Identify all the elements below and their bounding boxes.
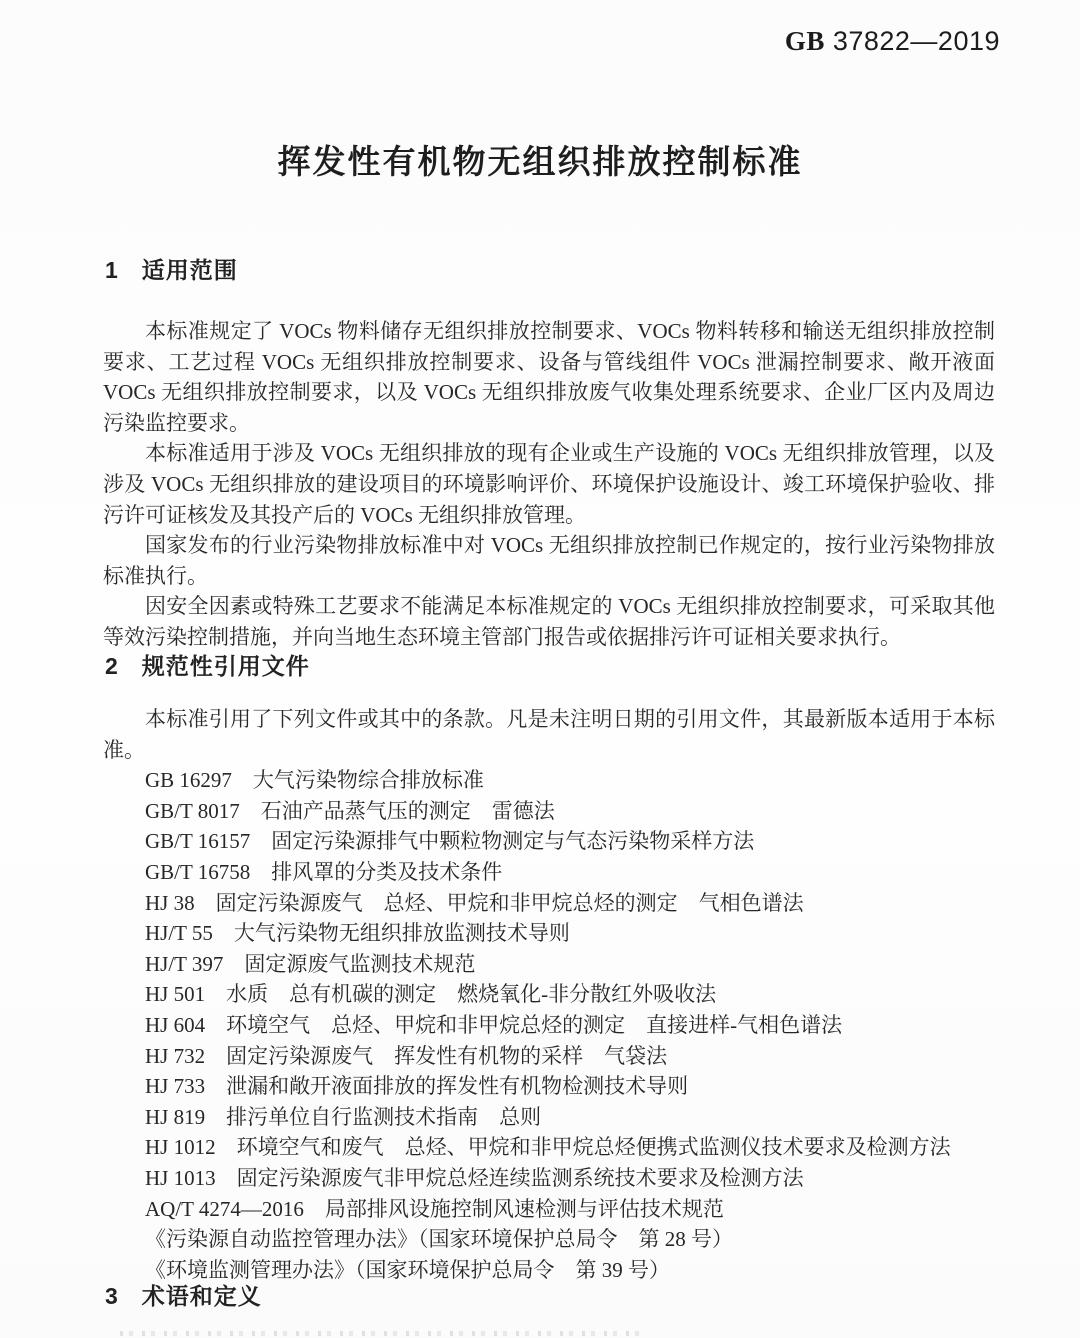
- section-2-body: [103, 704, 995, 1285]
- reference-item: GB 16297 大气污染物综合排放标准: [145, 768, 484, 793]
- reference-item: HJ 38 固定污染源废气 总烃、甲烷和非甲烷总烃的测定 气相色谱法: [145, 890, 804, 915]
- reference-item: HJ 733 泄漏和敞开液面排放的挥发性有机物检测技术导则: [145, 1074, 689, 1099]
- section-2-heading: [105, 648, 310, 681]
- standard-code: [785, 26, 1000, 57]
- reference-item: GB/T 8017 石油产品蒸气压的测定 雷德法: [145, 798, 555, 823]
- section-3-heading: [105, 1278, 262, 1311]
- section-1-heading: [105, 252, 238, 285]
- reference-item: HJ 501 水质 总有机碳的测定 燃烧氧化-非分散红外吸收法: [145, 982, 717, 1007]
- reference-item: HJ/T 55 大气污染物无组织排放监测技术导则: [145, 921, 570, 946]
- standard-code-prefix: GB: [784, 26, 825, 56]
- reference-item: HJ 819 排污单位自行监测技术指南 总则: [145, 1104, 542, 1129]
- section-3-number: 3: [105, 1283, 118, 1309]
- document-title: 挥发性有机物无组织排放控制标准: [277, 143, 803, 180]
- reference-item: 《污染源自动监控管理办法》（国家环境保护总局令 第 28 号）: [145, 1227, 733, 1252]
- standard-code-number: 37822—2019: [832, 26, 1000, 56]
- section-3-title: 术语和定义: [141, 1283, 262, 1309]
- reference-item: GB/T 16157 固定污染源排气中颗粒物测定与气态污染物采样方法: [145, 829, 755, 854]
- reference-item: HJ 732 固定污染源废气 挥发性有机物的采样 气袋法: [145, 1043, 668, 1068]
- section-2-title: 规范性引用文件: [141, 653, 310, 679]
- references-intro: 本标准引用了下列文件或其中的条款。凡是未注明日期的引用文件，其最新版本适用于本标准。: [103, 707, 995, 762]
- paragraph: 本标准适用于涉及 VOCs 无组织排放的现有企业或生产设施的 VOCs 无组织排放管理，以及涉及 VOCs 无组织排放的建设项目的环境影响评价、环境保护设施设计、竣工环境保护验收、排污许可证核发及其投产后的 VOCs 无组织排放管理。: [103, 441, 995, 527]
- paragraph: 因安全因素或特殊工艺要求不能满足本标准规定的 VOCs 无组织排放控制要求，可采取其他等效污染控制措施，并向当地生态环境主管部门报告或依据排污许可证相关要求执行。: [103, 594, 995, 649]
- section-1-body: [103, 316, 995, 653]
- section-1-title: 适用范围: [141, 257, 238, 283]
- paragraph: 本标准规定了 VOCs 物料储存无组织排放控制要求、VOCs 物料转移和输送无组织排放控制要求、工艺过程 VOCs 无组织排放控制要求、设备与管线组件 VOCs 泄漏控制要求、敞开液面 VOCs 无组织排放控制要求，以及 VOCs 无组织排放废气收集处理系统要求、企业厂区内及周边污染监控要求。: [103, 319, 995, 435]
- reference-item: HJ 1012 环境空气和废气 总烃、甲烷和非甲烷总烃便携式监测仪技术要求及检测方法: [145, 1135, 951, 1160]
- reference-item: GB/T 16758 排风罩的分类及技术条件: [145, 859, 503, 884]
- reference-item: HJ 604 环境空气 总烃、甲烷和非甲烷总烃的测定 直接进样-气相色谱法: [145, 1012, 843, 1037]
- reference-item: HJ 1013 固定污染源废气非甲烷总烃连续监测系统技术要求及检测方法: [145, 1165, 804, 1190]
- section-2-number: 2: [105, 653, 118, 679]
- reference-item: AQ/T 4274—2016 局部排风设施控制风速检测与评估技术规范: [145, 1196, 724, 1221]
- section-1-number: 1: [105, 257, 118, 283]
- cropped-text-line: [120, 1331, 640, 1336]
- paragraph: 国家发布的行业污染物排放标准中对 VOCs 无组织排放控制已作规定的，按行业污染物排放标准执行。: [103, 533, 995, 588]
- reference-item: 《环境监测管理办法》（国家环境保护总局令 第 39 号）: [145, 1257, 670, 1282]
- reference-item: HJ/T 397 固定源废气监测技术规范: [145, 951, 476, 976]
